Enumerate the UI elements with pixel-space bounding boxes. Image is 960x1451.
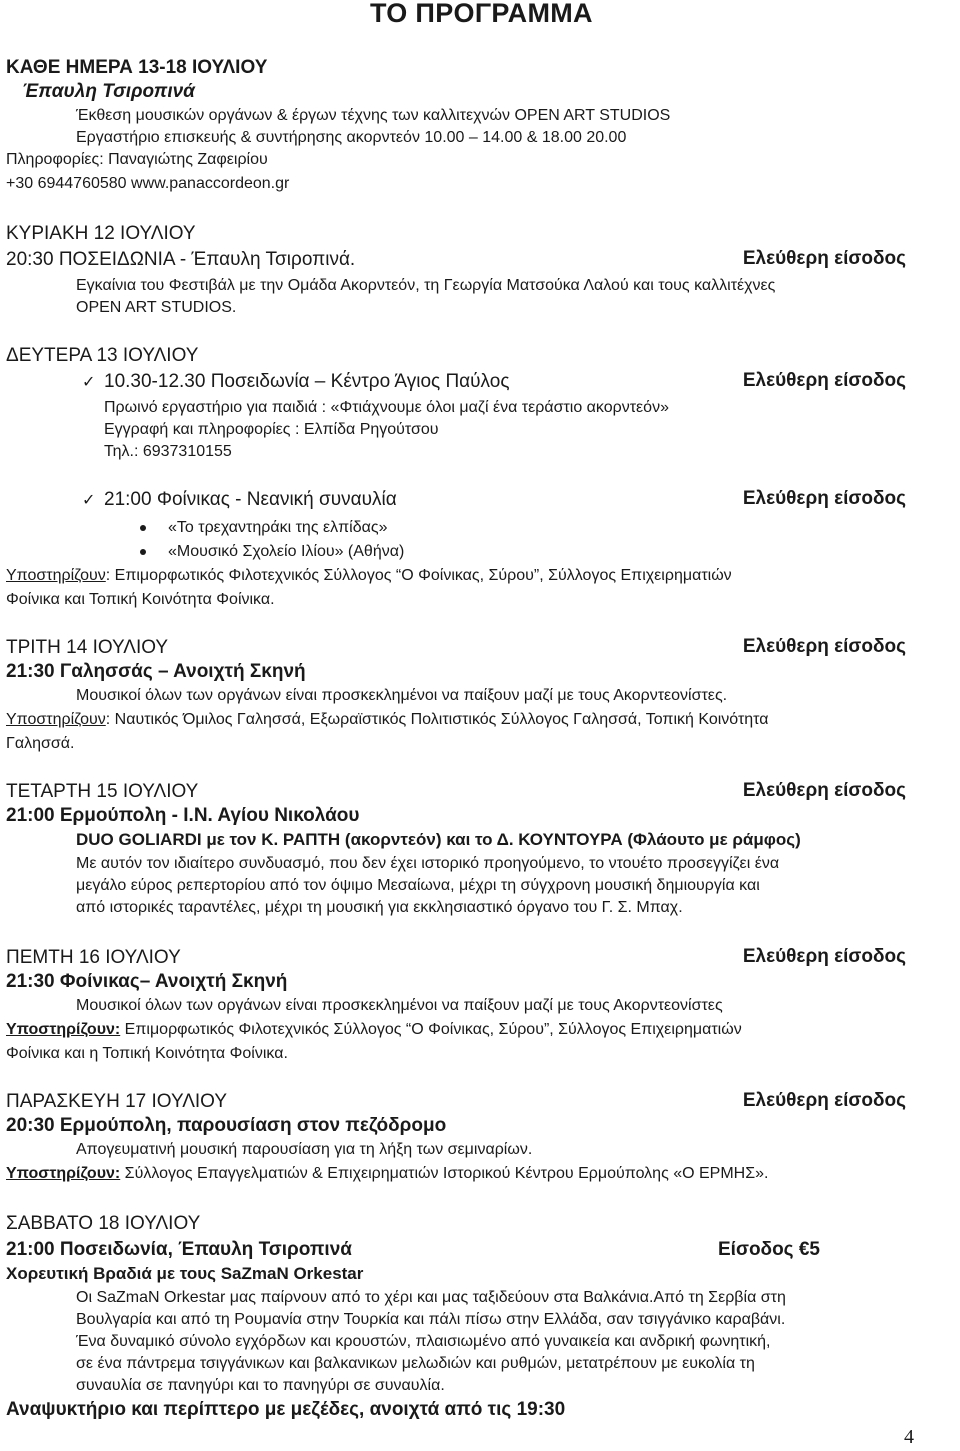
page-number: 4	[904, 1426, 914, 1448]
thursday-support-text: Επιμορφωτικός Φιλοτεχνικός Σύλλογος “Ο Φοίνικας, Σύρου”, Σύλλογος Επιχειρηματιών	[120, 1021, 742, 1038]
friday-support-1	[6, 1164, 768, 1184]
bullet-icon	[140, 549, 146, 555]
wednesday-heading: ΤΕΤΑΡΤΗ 15 ΙΟΥΛΙΟΥ	[6, 781, 199, 802]
wednesday-event: 21:00 Ερμούπολη - Ι.Ν. Αγίου Νικολάου	[6, 805, 360, 826]
sunday-desc-1: Εγκαίνια του Φεστιβάλ με την Ομάδα Ακορντεόν, τη Γεωργία Ματσούκα Λαλού και τους καλλιτέχνες	[76, 277, 776, 294]
tuesday-support-2: Γαλησσά.	[6, 735, 75, 752]
every-day-line-2: Εργαστήριο επισκευής & συντήρησης ακορντεόν 10.00 – 14.00 & 18.00 20.00	[76, 129, 627, 146]
monday-support-label: Υποστηρίζουν	[6, 567, 106, 584]
saturday-desc-2: Βουλγαρία και από τη Ρουμανία στην Τουρκία και πάλι πίσω στην Ελλάδα, σαν τσιγγάνικο καραβάνι.	[76, 1311, 786, 1328]
sunday-desc-2: OPEN ART STUDIOS.	[76, 299, 237, 316]
tuesday-desc: Μουσικοί όλων των οργάνων είναι προσκεκλημένοι να παίξουν μαζί με τους Ακορντεονίστες.	[76, 687, 728, 704]
saturday-desc-1: Οι SaZmaN Orkestar μας παίρνουν από το χέρι και μας ταξιδεύουν στα Βαλκάνια.Από τη Σερβία στη	[76, 1289, 786, 1306]
monday-free-entry-2: Ελεύθερη είσοδος	[742, 488, 906, 509]
every-day-contact	[6, 174, 289, 194]
every-day-venue: Έπαυλη Τσιροπινά	[22, 81, 195, 102]
sunday-free-entry: Ελεύθερη είσοδος	[742, 248, 906, 269]
wednesday-desc-2: μεγάλο εύρος ρεπερτορίου από τον όψιμο Μεσαίωνα, μέχρι τη σύγχρονη μουσική δημιουργία και	[76, 877, 760, 894]
tuesday-heading: ΤΡΙΤΗ 14 ΙΟΥΛΙΟΥ	[6, 637, 169, 658]
monday-support-2: Φοίνικα και Τοπική Κοινότητα Φοίνικα.	[6, 591, 275, 608]
every-day-url[interactable]: www.panaccordeon.gr	[131, 175, 290, 192]
wednesday-performers: DUO GOLIARDI με τον Κ. ΡΑΠΤΗ (ακορντεόν) και το Δ. ΚΟΥΝΤΟΥΡΑ (Φλάουτο με ράμφος)	[76, 830, 801, 849]
saturday-desc-5: συναυλία σε πανηγύρι και το πανηγύρι σε συναυλία.	[76, 1377, 445, 1394]
thursday-desc: Μουσικοί όλων των οργάνων είναι προσκεκλημένοι να παίξουν μαζί με τους Ακορντεονίστες	[76, 997, 723, 1014]
monday-event-1	[82, 370, 510, 394]
monday-support-text: : Επιμορφωτικός Φιλοτεχνικός Σύλλογος “Ο Φοίνικας, Σύρου”, Σύλλογος Επιχειρηματιών	[105, 567, 732, 584]
monday-event-2-title: 21:00 Φοίνικας - Νεανική συναυλία	[104, 489, 397, 510]
thursday-support-1	[6, 1020, 742, 1040]
monday-bullet-2-text: «Μουσικό Σχολείο Ιλίου» (Αθήνα)	[168, 543, 405, 560]
monday-heading: ΔΕΥΤΕΡΑ 13 ΙΟΥΛΙΟΥ	[6, 345, 199, 366]
monday-event-1-title: 10.30-12.30 Ποσειδωνία – Κέντρο Άγιος Παύλος	[104, 371, 510, 392]
saturday-footer: Αναψυκτήριο και περίπτερο με μεζέδες, ανοιχτά από τις 19:30	[6, 1399, 566, 1420]
check-icon: ✓	[82, 492, 96, 509]
wednesday-desc-3: από ιστορικές ταραντέλες, μέχρι τη μουσική για εκκλησιαστικό όργανο του Γ. Σ. Μπαχ.	[76, 899, 683, 916]
thursday-heading: ΠΕΜΤΗ 16 ΙΟΥΛΙΟΥ	[6, 947, 181, 968]
monday-support-1	[6, 566, 732, 586]
tuesday-support-label: Υποστηρίζουν	[6, 711, 106, 728]
sunday-event: 20:30 ΠΟΣΕΙΔΩΝΙΑ - Έπαυλη Τσιροπινά.	[6, 249, 356, 270]
thursday-event: 21:30 Φοίνικας– Ανοιχτή Σκηνή	[6, 971, 288, 992]
friday-heading: ΠΑΡΑΣΚΕΥΗ 17 ΙΟΥΛΙΟΥ	[6, 1091, 228, 1112]
monday-bullet-1	[140, 518, 387, 538]
friday-free-entry: Ελεύθερη είσοδος	[742, 1090, 906, 1111]
every-day-phone: +30 6944760580	[6, 175, 127, 192]
friday-support-text: Σύλλογος Επαγγελματιών & Επιχειρηματιών Ιστορικού Κέντρου Ερμούπολης «Ο ΕΡΜΗΣ».	[120, 1165, 769, 1182]
saturday-subtitle: Χορευτική Βραδιά με τους SaZmaN Orkestar	[6, 1264, 364, 1283]
thursday-support-label: Υποστηρίζουν:	[6, 1021, 121, 1038]
saturday-entry: Είσοδος €5	[718, 1239, 820, 1260]
every-day-info: Πληροφορίες: Παναγιώτης Ζαφειρίου	[6, 151, 268, 168]
monday-free-entry-1: Ελεύθερη είσοδος	[742, 370, 906, 391]
tuesday-support-text: : Ναυτικός Όμιλος Γαλησσά, Εξωραϊστικός Πολιτιστικός Σύλλογος Γαλησσά, Τοπική Κοινότητα	[105, 711, 769, 728]
friday-support-label: Υποστηρίζουν:	[6, 1165, 121, 1182]
tuesday-support-1	[6, 710, 769, 730]
thursday-support-2: Φοίνικα και η Τοπική Κοινότητα Φοίνικα.	[6, 1045, 288, 1062]
saturday-event: 21:00 Ποσειδωνία, Έπαυλη Τσιροπινά	[6, 1239, 352, 1260]
every-day-heading: ΚΑΘΕ ΗΜΕΡΑ 13-18 ΙΟΥΛΙΟΥ	[6, 57, 268, 78]
friday-event: 20:30 Ερμούπολη, παρουσίαση στον πεζόδρομο	[6, 1115, 447, 1136]
saturday-desc-3: Ένα δυναμικό σύνολο εγχόρδων και κρουστών, πλαισιωμένο από γυναικεία και ανδρική φωνητική,	[76, 1333, 771, 1350]
monday-event-1-line-1: Πρωινό εργαστήριο για παιδιά : «Φτιάχνουμε όλοι μαζί ένα τεράστιο ακορντεόν»	[104, 399, 669, 416]
tuesday-free-entry: Ελεύθερη είσοδος	[742, 636, 906, 657]
page-title: ΤΟ ΠΡΟΓΡΑΜΜΑ	[370, 0, 593, 28]
tuesday-event: 21:30 Γαλησσάς – Ανοιχτή Σκηνή	[6, 661, 306, 682]
check-icon: ✓	[82, 374, 96, 391]
monday-event-1-line-3: Τηλ.: 6937310155	[104, 443, 232, 460]
monday-event-2	[82, 488, 397, 512]
monday-bullet-1-text: «Το τρεχαντηράκι της ελπίδας»	[168, 519, 388, 536]
sunday-heading: ΚΥΡΙΑΚΗ 12 ΙΟΥΛΙΟΥ	[6, 223, 196, 244]
wednesday-desc-1: Με αυτόν τον ιδιαίτερο συνδυασμό, που δεν έχει ιστορικό προηγούμενο, το ντουέτο προσεγγίζει ένα	[76, 855, 780, 872]
wednesday-free-entry: Ελεύθερη είσοδος	[742, 780, 906, 801]
monday-bullet-2	[140, 542, 404, 562]
bullet-icon	[140, 525, 146, 531]
saturday-desc-4: σε ένα πάντρεμα τσιγγάνικων και βαλκανικων μελωδιών και ρυθμών, μετατρέπουν με ευκολία τη	[76, 1355, 755, 1372]
thursday-free-entry: Ελεύθερη είσοδος	[742, 946, 906, 967]
monday-event-1-line-2: Εγγραφή και πληροφορίες : Ελπίδα Ρηγούτσου	[104, 421, 439, 438]
saturday-heading: ΣΑΒΒΑΤΟ 18 ΙΟΥΛΙΟΥ	[6, 1213, 201, 1234]
friday-desc: Απογευματινή μουσική παρουσίαση για τη λήξη των σεμιναρίων.	[76, 1141, 533, 1158]
every-day-line-1: Έκθεση μουσικών οργάνων & έργων τέχνης των καλλιτεχνών OPEN ART STUDIOS	[76, 107, 671, 124]
